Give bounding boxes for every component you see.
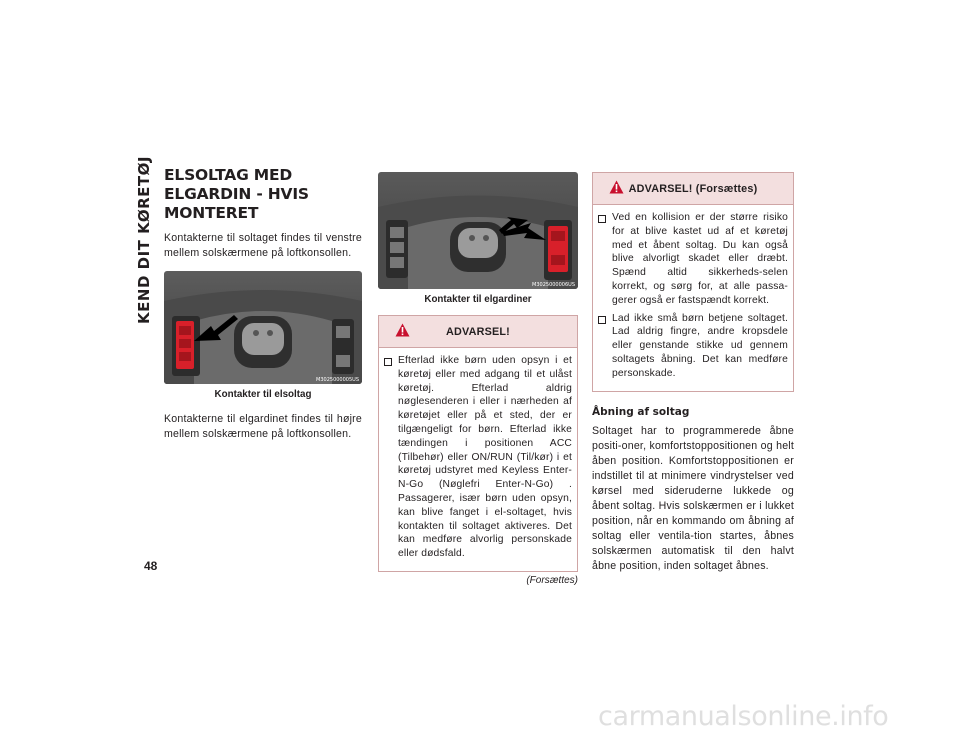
warning-item-text: Efterlad ikke børn uden opsyn i et køretøj eller med adgang til et ulåst køretøj. Efterlad aldrig nøglesenderen i eller i nærheden af køretøjet eller på et sted, der er tilgængeligt for børn. Efterlad ikke tændingen i positionen ACC (Tilbehør) eller ON/RUN (Til/kør) i et køretøj udstyret med Keyless Enter-N-Go (Nøglefri Enter-N-Go) . Passagerer, især børn uden opsyn, kan blive fanget i el-soltaget, hvis kontakten til soltaget aktiveres. Det kan medføre alvorlig personskade eller dødsfald. bbox=[398, 355, 572, 560]
warning-item-text: Lad ikke små børn betjene soltaget. Lad aldrig fingre, andre kropsdele eller genstande stikke ud gennem soltagets åbning. Det kan medføre personskade. bbox=[612, 312, 788, 379]
overhead-console-left-image bbox=[164, 271, 362, 384]
warning-box-continued bbox=[592, 172, 794, 392]
figure-caption: Kontakter til elsoltag bbox=[214, 389, 312, 400]
warning-item bbox=[597, 211, 788, 308]
figure-code: M3025000006US bbox=[532, 282, 575, 288]
column-2 bbox=[378, 172, 578, 586]
section-title: ELSOLTAG MED ELGARDIN - HVIS MONTERET bbox=[164, 166, 309, 222]
sunroof-switches-figure bbox=[164, 271, 362, 384]
warning-header bbox=[379, 316, 577, 348]
column-1 bbox=[164, 166, 362, 442]
warning-header bbox=[593, 173, 793, 205]
warning-title: ADVARSEL! (Forsættes) bbox=[628, 182, 758, 195]
warning-title: ADVARSEL! bbox=[446, 325, 510, 338]
column-3 bbox=[592, 172, 794, 574]
figure-code: M3025000005US bbox=[316, 377, 359, 383]
overhead-console-right-image bbox=[378, 172, 578, 289]
body-paragraph: Soltaget har to programmerede åbne positi-oner, komfortstoppositionen og helt åben position. Komfortstoppositionen er indstillet til at minimere vindrystelser ved kørsel med sideruderne lukkede og åbent soltag. Hvis solskærmen er i lukket position, når en kommando om åbning af soltag eller ventila-tion startes, åbnes solskærmen automatisk til den halvt åbne position, inden soltaget åbnes. bbox=[592, 424, 794, 572]
checkbox-bullet-icon bbox=[384, 358, 392, 366]
shade-paragraph: Kontakterne til elgardinet findes til højre mellem solskærmene på loftkonsollen. bbox=[164, 413, 362, 440]
section-side-tab bbox=[134, 156, 154, 324]
checkbox-bullet-icon bbox=[598, 316, 606, 324]
checkbox-bullet-icon bbox=[598, 215, 606, 223]
sunshade-switches-figure bbox=[378, 172, 578, 289]
warning-triangle-icon bbox=[609, 180, 624, 194]
intro-paragraph: Kontakterne til soltaget findes til venstre mellem solskærmene på loftkonsollen. bbox=[164, 232, 362, 259]
warning-box bbox=[378, 315, 578, 572]
figure-caption: Kontakter til elgardiner bbox=[424, 294, 532, 305]
warning-body bbox=[379, 348, 577, 571]
watermark: carmanualsonline.info bbox=[598, 701, 889, 732]
subheading: Åbning af soltag bbox=[592, 405, 690, 418]
side-tab-label: KEND DIT KØRETØJ bbox=[135, 156, 154, 324]
warning-item-text: Ved en kollision er der større risiko for at blive kastet ud af et køretøj med et åbent soltag. Du kan også blive alvorligt skadet eller dræbt. Spænd altid sikkerheds-selen korrekt, og sørg for, at alle passa-gerer også er fastspændt korrekt. bbox=[612, 212, 788, 306]
page-number: 48 bbox=[144, 559, 158, 573]
warning-triangle-icon bbox=[395, 323, 410, 337]
warning-item bbox=[597, 312, 788, 381]
warning-body bbox=[593, 205, 793, 391]
warning-item bbox=[383, 354, 572, 561]
continued-note: (Forsættes) bbox=[526, 574, 578, 586]
